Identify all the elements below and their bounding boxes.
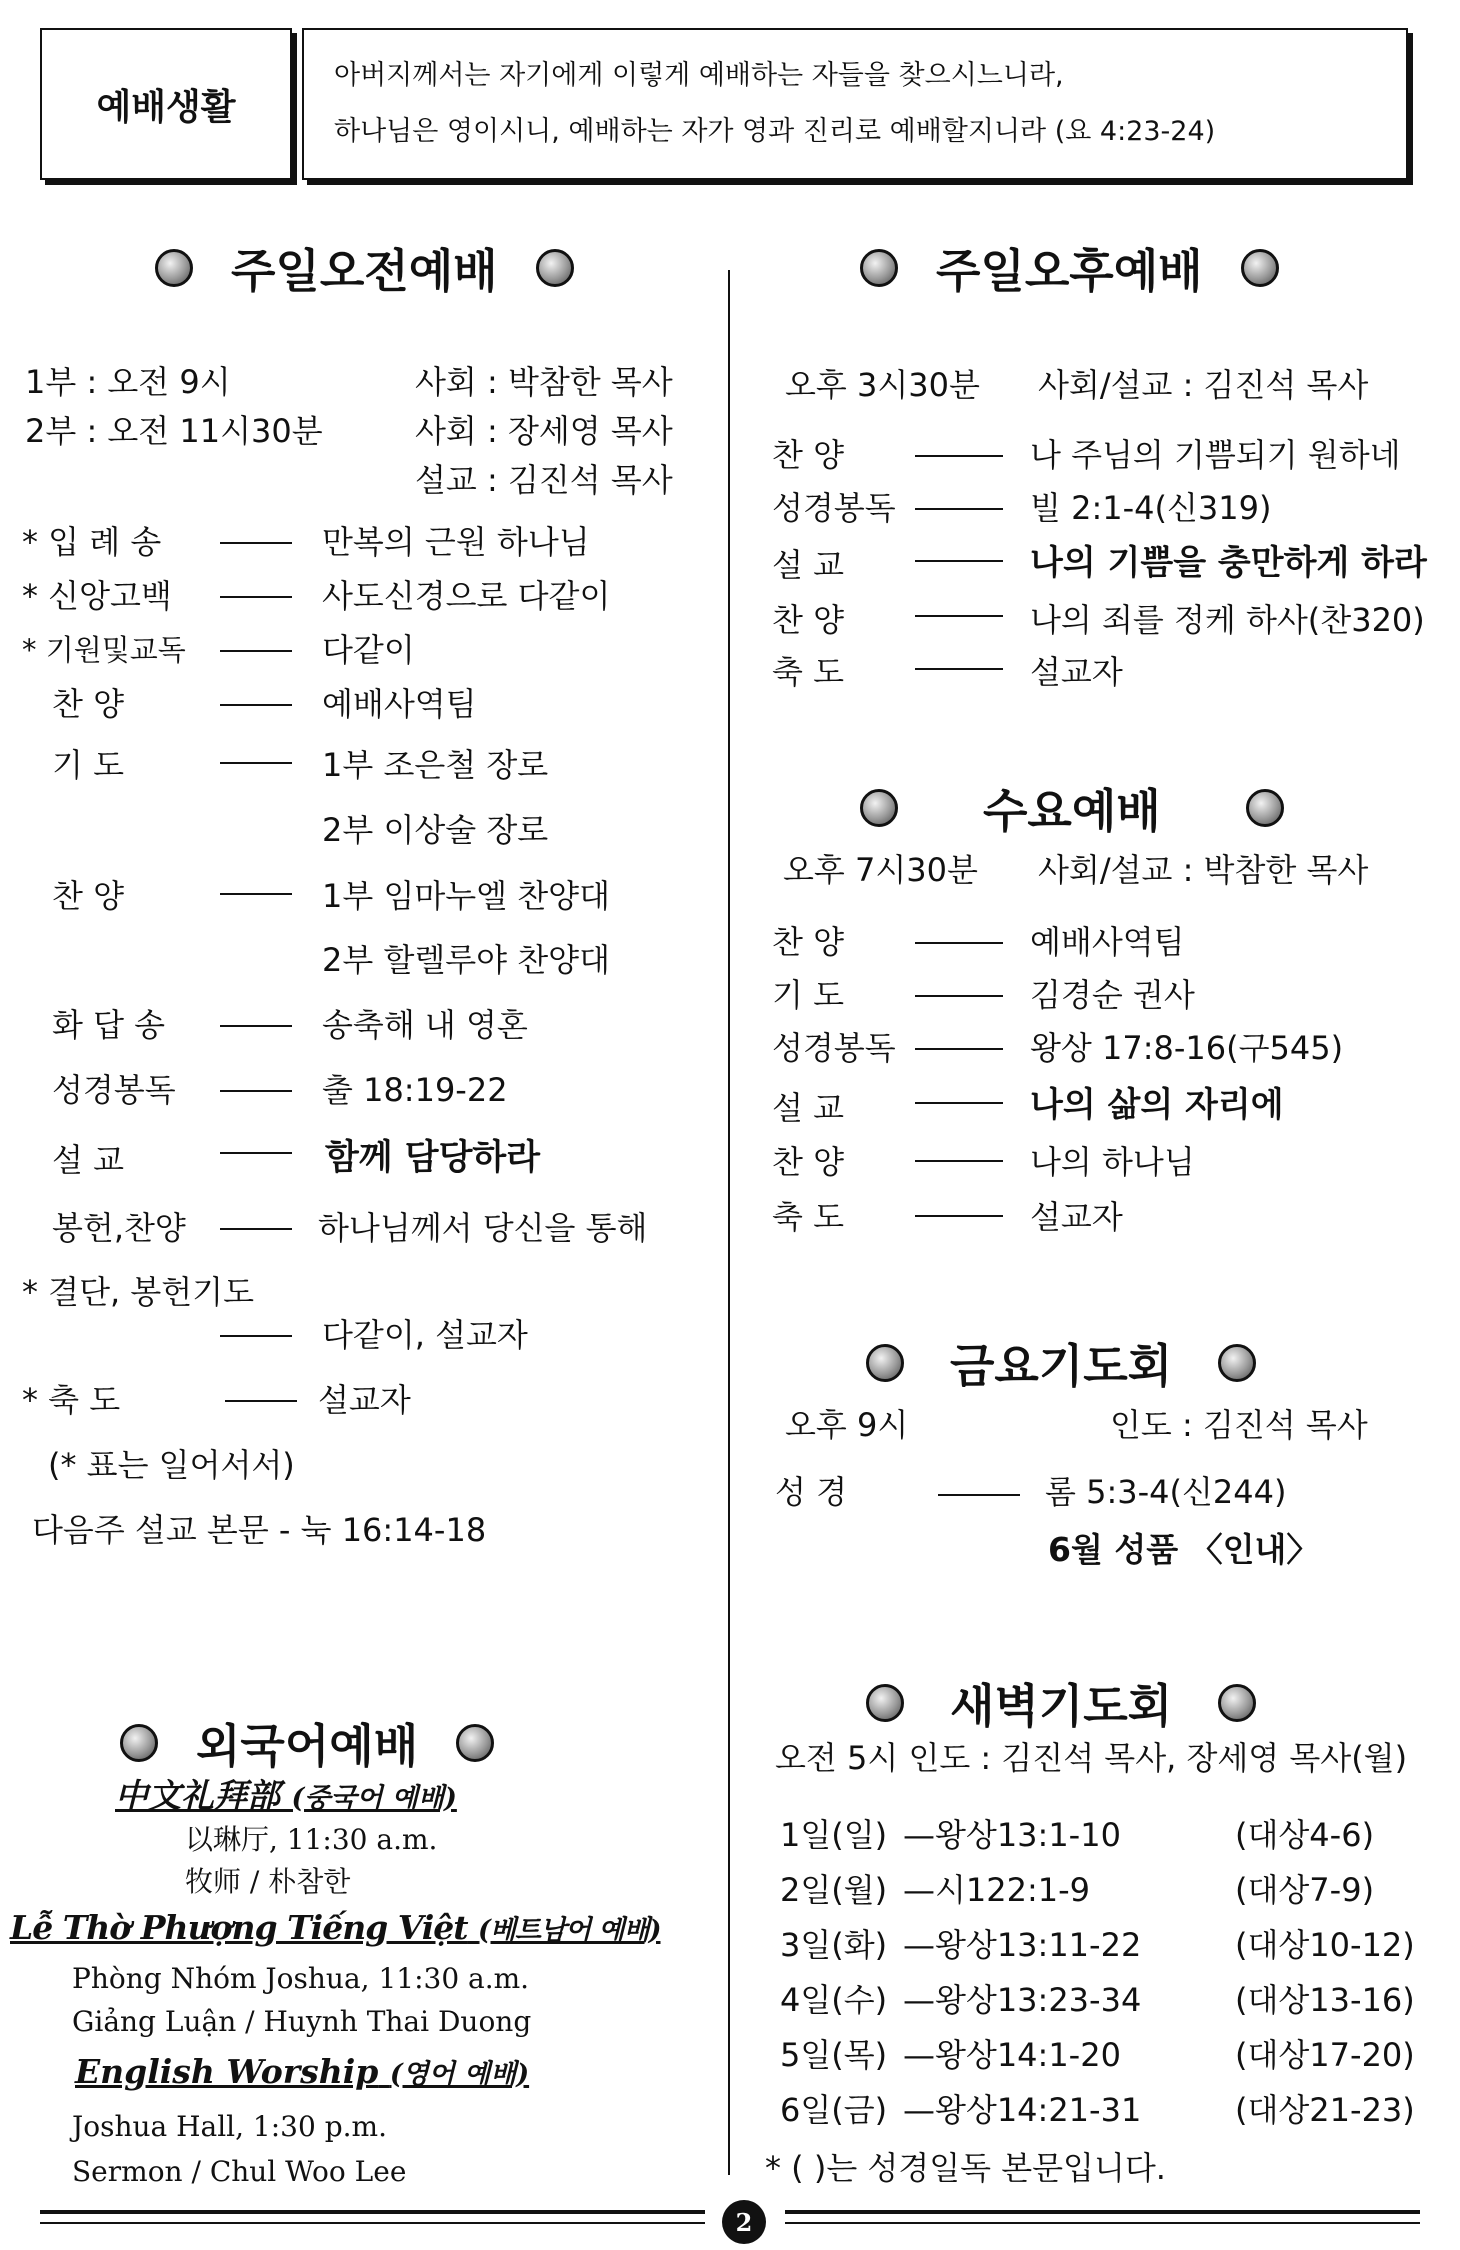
item-label: 축 도 (772, 1198, 844, 1236)
service1-time: 1부 : 오전 9시 (25, 363, 231, 401)
item-label: 찬 양 (52, 877, 124, 915)
verse-box (302, 28, 1408, 180)
leader-dash (220, 596, 292, 598)
item-value: 김경순 권사 (1030, 976, 1195, 1014)
host1: 사회 : 박참한 목사 (415, 363, 673, 401)
item-label: 찬 양 (772, 923, 844, 961)
wednesday-sermon-title: 나의 삶의 자리에 (1030, 1085, 1284, 1125)
leader-dash (915, 1160, 1003, 1162)
item-value: 빌 2:1-4(신319) (1030, 489, 1272, 527)
leader-dash (220, 893, 292, 895)
bullet-icon (866, 1684, 904, 1722)
item-label: 성경봉독 (772, 1029, 896, 1067)
column-divider (728, 270, 730, 2175)
sermon-title: 함께 담당하라 (325, 1138, 541, 1178)
leader-dash (225, 1400, 297, 1402)
wednesday-time: 오후 7시30분 (783, 851, 978, 889)
item-label: 성경봉독 (772, 489, 896, 527)
item-label: 찬 양 (772, 436, 844, 474)
next-sermon: 다음주 설교 본문 - 눅 16:14-18 (32, 1511, 487, 1549)
item-label: 봉헌,찬양 (52, 1209, 186, 1247)
item-value: 설교자 (1030, 1198, 1123, 1236)
item-label: * 입 례 송 (22, 523, 162, 561)
dawn-extra: (대상17-20) (1235, 2036, 1415, 2074)
host2: 사회 : 장세영 목사 (415, 412, 673, 450)
dawn-extra: (대상4-6) (1235, 1816, 1375, 1854)
dawn-day: 3일(화) (780, 1926, 888, 1964)
leader-dash (915, 1102, 1003, 1104)
item-label: 찬 양 (52, 685, 124, 723)
bullet-icon (1218, 1684, 1256, 1722)
item-label: 축 도 (772, 653, 844, 691)
bullet-icon (860, 789, 898, 827)
item-label: 찬 양 (772, 1143, 844, 1181)
wednesday-header (860, 775, 1284, 841)
friday-header (866, 1330, 1256, 1396)
leader-dash (220, 704, 292, 706)
leader-dash (220, 650, 292, 652)
leader-dash (915, 615, 1003, 617)
leader-dash (938, 1494, 1020, 1496)
dawn-day: 4일(수) (780, 1981, 888, 2019)
dawn-info: 오전 5시 인도 : 김진석 목사, 장세영 목사(월) (775, 1739, 1408, 1777)
item-value: 1부 조은철 장로 (322, 746, 549, 784)
item-value: 설교자 (1030, 653, 1123, 691)
service2-time: 2부 : 오전 11시30분 (25, 412, 323, 450)
leader-dash (915, 1048, 1003, 1050)
friday-notice: 6월 성품 〈인내〉 (1048, 1530, 1320, 1569)
dawn-day: 1일(일) (780, 1816, 888, 1854)
item-label: 기 도 (772, 976, 844, 1014)
item-value: 예배사역팀 (1030, 923, 1185, 961)
afternoon-sermon-title: 나의 기쁨을 충만하게 하라 (1030, 543, 1427, 583)
item-value: 왕상 17:8-16(구545) (1030, 1029, 1344, 1067)
bullet-icon (1218, 1344, 1256, 1382)
dawn-reading: —왕상13:23-34 (903, 1981, 1142, 2019)
item-value: 출 18:19-22 (322, 1071, 508, 1109)
dawn-day: 2일(월) (780, 1871, 888, 1909)
preacher: 설교 : 김진석 목사 (415, 461, 673, 499)
dawn-note: * ( )는 성경일독 본문입니다. (765, 2149, 1166, 2187)
leader-dash (915, 455, 1003, 457)
item-label: 성 경 (775, 1473, 847, 1511)
dawn-reading: —왕상14:1-20 (903, 2036, 1121, 2074)
standing-note: (* 표는 일어서서) (48, 1446, 295, 1484)
verse-line-1: 아버지께서는 자기에게 이렇게 예배하는 자들을 찾으시느니라, (334, 60, 1064, 91)
dawn-extra: (대상13-16) (1235, 1981, 1415, 2019)
item-label: * 결단, 봉헌기도 (22, 1273, 254, 1311)
item-label: 찬 양 (772, 601, 844, 639)
sunday-afternoon-title: 주일오후예배 (936, 244, 1203, 298)
item-label: 설 교 (52, 1141, 124, 1179)
bullet-icon (456, 1724, 494, 1762)
wednesday-title: 수요예배 (983, 784, 1161, 838)
sunday-morning-title: 주일오전예배 (231, 244, 498, 298)
item-value: 예배사역팀 (322, 685, 477, 723)
english-place: Joshua Hall, 1:30 p.m. (72, 2110, 387, 2143)
item-label: * 신앙고백 (22, 577, 172, 615)
item-value: 만복의 근원 하나님 (322, 523, 590, 561)
section-label: 예배생활 (96, 86, 236, 128)
bullet-icon (155, 249, 193, 287)
bullet-icon (860, 249, 898, 287)
item-value: 다같이 (322, 631, 415, 669)
bullet-icon (866, 1344, 904, 1382)
footer-rule-left (40, 2210, 705, 2214)
footer-rule-right (785, 2210, 1420, 2214)
leader-dash (915, 508, 1003, 510)
item-value: 나 주님의 기쁨되기 원하네 (1030, 436, 1401, 474)
bullet-icon (1246, 789, 1284, 827)
item-value: 송축해 내 영혼 (322, 1006, 528, 1044)
dawn-extra: (대상7-9) (1235, 1871, 1375, 1909)
verse-text (304, 30, 1406, 160)
dawn-reading: —왕상13:11-22 (903, 1926, 1142, 1964)
afternoon-time: 오후 3시30분 (785, 366, 980, 404)
leader-dash (220, 1090, 292, 1092)
item-value: 2부 이상술 장로 (322, 811, 549, 849)
item-label: 화 답 송 (52, 1006, 166, 1044)
bullet-icon (1241, 249, 1279, 287)
afternoon-host: 사회/설교 : 김진석 목사 (1038, 366, 1369, 404)
item-value: 다같이, 설교자 (322, 1316, 528, 1354)
friday-scripture: 롬 5:3-4(신244) (1045, 1473, 1287, 1511)
leader-dash (915, 942, 1003, 944)
footer-rule-left (40, 2222, 705, 2224)
leader-dash (220, 1335, 292, 1337)
vietnamese-place: Phòng Nhóm Joshua, 11:30 a.m. (72, 1962, 530, 1995)
leader-dash (220, 1152, 292, 1154)
friday-title: 금요기도회 (950, 1339, 1173, 1393)
sunday-afternoon-header (860, 235, 1279, 301)
page-number: 2 (722, 2200, 766, 2244)
item-label: 기 도 (52, 746, 124, 784)
leader-dash (220, 762, 292, 764)
foreign-title: 외국어예배 (196, 1719, 419, 1773)
dawn-extra: (대상10-12) (1235, 1926, 1415, 1964)
vietnamese-preacher: Giảng Luận / Huynh Thai Duong (72, 2005, 532, 2038)
chinese-pastor: 牧师 / 朴참한 (185, 1865, 351, 1898)
dawn-day: 5일(목) (780, 2036, 888, 2074)
item-label: 설 교 (772, 1089, 844, 1127)
item-label: * 기원및교독 (22, 633, 186, 667)
chinese-place: 以琳厅, 11:30 a.m. (185, 1823, 438, 1856)
item-value: 설교자 (318, 1381, 411, 1419)
item-label: * 축 도 (22, 1381, 121, 1419)
leader-dash (915, 995, 1003, 997)
item-value: 2부 할렐루야 찬양대 (322, 941, 610, 979)
item-value: 1부 임마누엘 찬양대 (322, 877, 610, 915)
bullet-icon (536, 249, 574, 287)
footer-rule-right (785, 2222, 1420, 2224)
item-label: 설 교 (772, 546, 844, 584)
chinese-worship-title: 中文礼拜部 (중국어 예배) (115, 1776, 457, 1815)
leader-dash (915, 560, 1003, 562)
vietnamese-worship-title: Lễ Thờ Phượng Tiếng Việt (베트남어 예배) (10, 1908, 661, 1947)
dawn-day: 6일(금) (780, 2091, 888, 2129)
dawn-title: 새벽기도회 (950, 1679, 1173, 1733)
leader-dash (915, 668, 1003, 670)
item-value: 나의 하나님 (1030, 1143, 1195, 1181)
friday-time: 오후 9시 (785, 1406, 909, 1444)
dawn-extra: (대상21-23) (1235, 2091, 1415, 2129)
wednesday-host: 사회/설교 : 박참한 목사 (1038, 851, 1369, 889)
section-label-box (40, 28, 292, 180)
sunday-morning-header (155, 235, 574, 301)
leader-dash (220, 1228, 292, 1230)
bullet-icon (120, 1724, 158, 1762)
verse-line-2: 하나님은 영이시니, 예배하는 자가 영과 진리로 예배할지니라 (요 4:23-24) (334, 116, 1216, 147)
item-label: 성경봉독 (52, 1071, 176, 1109)
leader-dash (220, 542, 292, 544)
dawn-reading: —왕상13:1-10 (903, 1816, 1121, 1854)
english-worship-title: English Worship (영어 예배) (75, 2052, 530, 2091)
leader-dash (220, 1025, 292, 1027)
english-preacher: Sermon / Chul Woo Lee (72, 2155, 407, 2188)
dawn-reading: —시122:1-9 (903, 1871, 1091, 1909)
foreign-header (120, 1710, 494, 1776)
dawn-reading: —왕상14:21-31 (903, 2091, 1142, 2129)
dawn-header (866, 1670, 1256, 1736)
item-value: 나의 죄를 정케 하사(찬320) (1030, 601, 1425, 639)
leader-dash (915, 1215, 1003, 1217)
friday-leader: 인도 : 김진석 목사 (1110, 1406, 1368, 1444)
item-value: 하나님께서 당신을 통해 (318, 1209, 648, 1247)
item-value: 사도신경으로 다같이 (322, 577, 611, 615)
